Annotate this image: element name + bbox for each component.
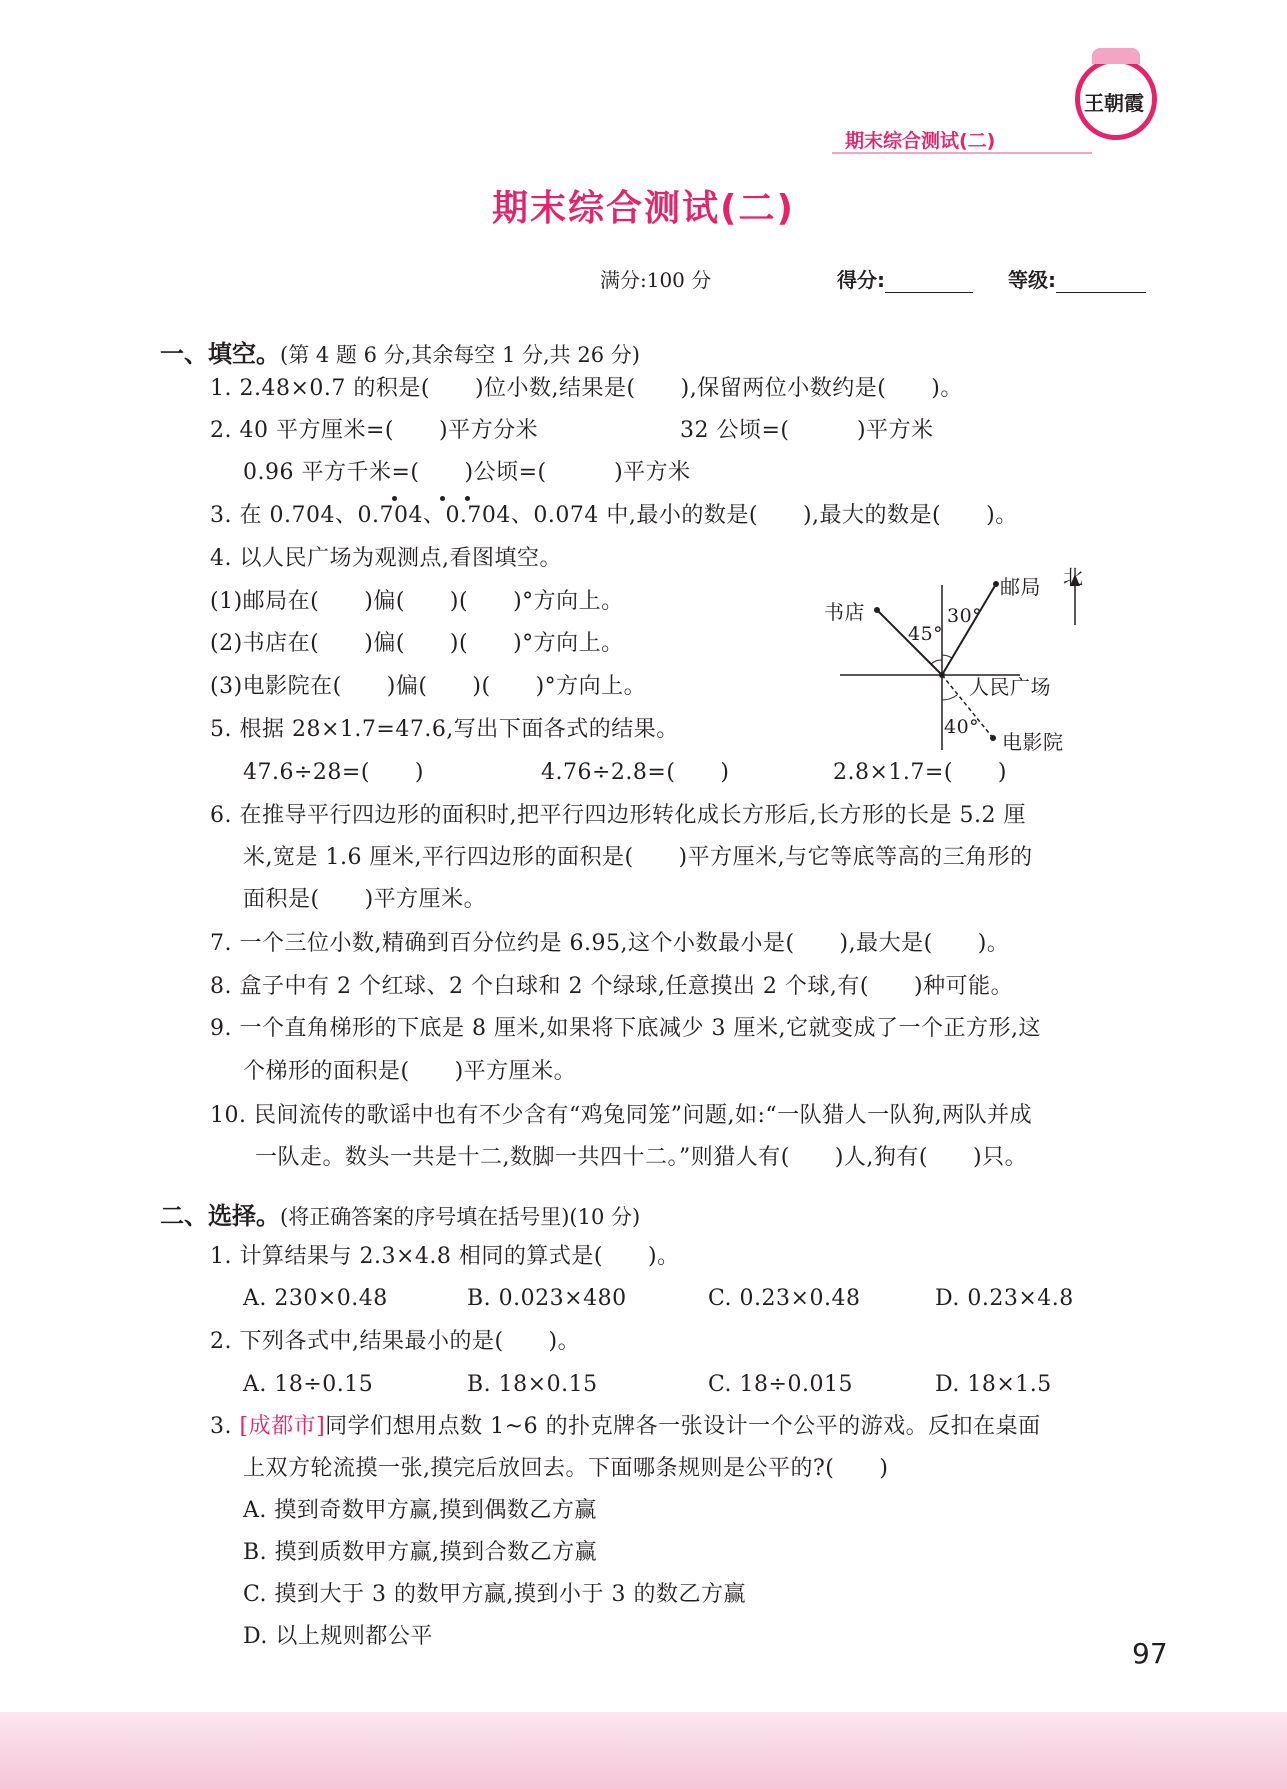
question-10-line1: 10. 民间流传的歌谣中也有不少含有“鸡兔同笼”问题,如:“一队猎人一队狗,两队并成 [210, 1103, 1033, 1128]
option-2b[interactable]: B. 18×0.15 [467, 1372, 598, 1397]
option-1d[interactable]: D. 0.23×4.8 [935, 1286, 1074, 1311]
section-1-heading [160, 334, 640, 369]
choice-question-3-line2: 上双方轮流摸一张,摸完后放回去。下面哪条规则是公平的?( ) [243, 1456, 889, 1481]
question-9-line1: 9. 一个直角梯形的下底是 8 厘米,如果将下底减少 3 厘米,它就变成了一个正方形,这 [210, 1016, 1041, 1041]
option-3b[interactable]: B. 摸到质数甲方赢,摸到合数乙方赢 [243, 1540, 598, 1565]
option-2a[interactable]: A. 18÷0.15 [243, 1372, 374, 1397]
angle-40-label: 40° [944, 716, 980, 738]
north-label: 北 [1063, 565, 1084, 589]
question-6-line3: 面积是( )平方厘米。 [243, 887, 487, 912]
option-3a[interactable]: A. 摸到奇数甲方赢,摸到偶数乙方赢 [243, 1498, 597, 1523]
question-4-2: (2)书店在( )偏( )( )°方向上。 [210, 631, 624, 656]
choice-question-1: 1. 计算结果与 2.3×4.8 相同的算式是( )。 [210, 1244, 680, 1269]
option-2d[interactable]: D. 18×1.5 [935, 1372, 1052, 1397]
angle-45-label: 45° [908, 623, 944, 645]
score-field[interactable] [837, 264, 973, 293]
logo-crown-icon [1092, 48, 1140, 64]
score-label: 得分: [837, 268, 885, 292]
section-2-note: (将正确答案的序号填在括号里)(10 分) [280, 1205, 641, 1229]
question-4-1: (1)邮局在( )偏( )( )°方向上。 [210, 589, 624, 614]
question-6-line2: 米,宽是 1.6 厘米,平行四边形的面积是( )平方厘米,与它等底等高的三角形的 [243, 845, 1033, 870]
question-4-3: (3)电影院在( )偏( )( )°方向上。 [210, 674, 647, 699]
post-office-label: 邮局 [1000, 575, 1041, 599]
footer-band [0, 1712, 1287, 1789]
section-2-title: 二、选择。 [160, 1202, 280, 1230]
option-2c[interactable]: C. 18÷0.015 [708, 1372, 853, 1397]
section-1-title: 一、填空。 [160, 340, 280, 368]
question-2c: 0.96 平方千米=( )公顷=( )平方米 [243, 460, 691, 485]
angle-30-label: 30° [947, 605, 983, 627]
page-number: 97 [1132, 1637, 1168, 1670]
question-1: 1. 2.48×0.7 的积是( )位小数,结果是( ),保留两位小数约是( )。 [210, 376, 963, 401]
grade-field[interactable] [1008, 264, 1146, 293]
section-1-note: (第 4 题 6 分,其余每空 1 分,共 26 分) [280, 343, 640, 367]
page-title: 期末综合测试(二) [492, 188, 795, 229]
option-1b[interactable]: B. 0.023×480 [467, 1286, 627, 1311]
logo-text: 王朝霞 [1084, 91, 1144, 115]
running-title: 期末综合测试(二) [845, 130, 996, 152]
center-label: 人民广场 [969, 675, 1051, 699]
question-6-line1: 6. 在推导平行四边形的面积时,把平行四边形转化成长方形后,长方形的长是 5.2 厘 [210, 803, 1026, 828]
question-3: 3. 在 0.704、0.704、0.704、0.074 中,最小的数是( ),最大的数是( )。 [210, 503, 1018, 528]
grade-label: 等级: [1008, 268, 1056, 292]
score-blank[interactable] [885, 292, 973, 293]
choice-question-3-line1: 3. [成都市]同学们想用点数 1~6 的扑克牌各一张设计一个公平的游戏。反扣在桌面 [210, 1414, 1041, 1439]
question-5: 5. 根据 28×1.7=47.6,写出下面各式的结果。 [210, 717, 679, 742]
question-7: 7. 一个三位小数,精确到百分位约是 6.95,这个小数最小是( ),最大是( )。 [210, 931, 1010, 956]
question-5c: 2.8×1.7=( ) [833, 760, 1008, 785]
question-10-line2: 一队走。数头一共是十二,数脚一共四十二。”则猎人有( )人,狗有( )只。 [255, 1145, 1028, 1170]
option-3d[interactable]: D. 以上规则都公平 [243, 1624, 433, 1649]
full-score: 满分:100 分 [600, 268, 712, 292]
header-rule [832, 152, 1092, 154]
question-9-line2: 个梯形的面积是( )平方厘米。 [243, 1059, 577, 1084]
cinema-label: 电影院 [1002, 730, 1064, 754]
question-8: 8. 盒子中有 2 个红球、2 个白球和 2 个绿球,任意摸出 2 个球,有( )种可能。 [210, 974, 1014, 999]
choice-question-2: 2. 下列各式中,结果最小的是( )。 [210, 1329, 581, 1354]
question-5a: 47.6÷28=( ) [243, 760, 425, 785]
question-3-text: 同学们想用点数 1~6 的扑克牌各一张设计一个公平的游戏。反扣在桌面 [325, 1414, 1041, 1439]
question-2a: 2. 40 平方厘米=( )平方分米 [210, 418, 539, 443]
question-5b: 4.76÷2.8=( ) [541, 760, 730, 785]
option-1a[interactable]: A. 230×0.48 [243, 1286, 388, 1311]
section-2-heading [160, 1196, 640, 1231]
grade-blank[interactable] [1056, 292, 1146, 293]
option-3c[interactable]: C. 摸到大于 3 的数甲方赢,摸到小于 3 的数乙方赢 [243, 1582, 746, 1607]
region-tag: [成都市] [239, 1414, 326, 1439]
option-1c[interactable]: C. 0.23×0.48 [708, 1286, 861, 1311]
question-2b: 32 公顷=( )平方米 [680, 418, 934, 443]
logo-badge [1075, 58, 1157, 140]
question-4: 4. 以人民广场为观测点,看图填空。 [210, 546, 562, 571]
bookstore-label: 书店 [824, 600, 865, 624]
